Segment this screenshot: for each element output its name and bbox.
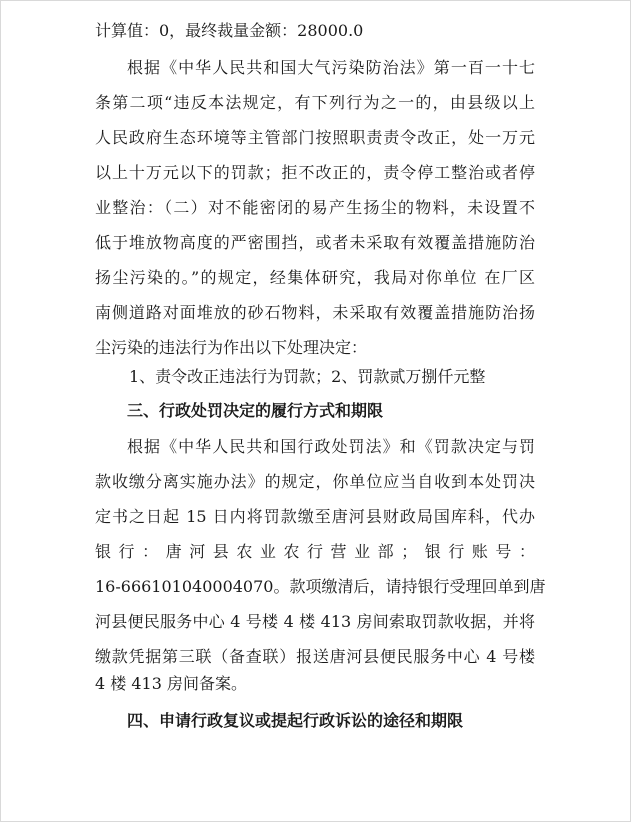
payment-paragraph-line: 4 楼 413 房间备案。 (95, 674, 247, 693)
calculation-result-line: 计算值：0，最终裁量金额：28000.0 (95, 21, 364, 40)
payment-paragraph-line: 根据《中华人民共和国行政处罚法》和《罚款决定与罚 (127, 437, 535, 456)
decision-line: 1、责令改正违法行为罚款；2、罚款贰万捌仟元整 (129, 367, 486, 386)
basis-paragraph-line: 扬尘污染的。”的规定，经集体研究，我局对你单位 在厂区 (95, 268, 535, 287)
basis-paragraph-line: 低于堆放物高度的严密围挡，或者未采取有效覆盖措施防治 (95, 233, 535, 252)
payment-paragraph-line: 缴款凭据第三联（备查联）报送唐河县便民服务中心 4 号楼 (95, 647, 535, 666)
basis-paragraph-line: 以上十万元以下的罚款；拒不改正的，责令停工整治或者停 (95, 163, 535, 182)
basis-paragraph-line: 根据《中华人民共和国大气污染防治法》第一百一十七 (127, 58, 535, 77)
section-4-heading: 四、申请行政复议或提起行政诉讼的途径和期限 (127, 711, 464, 730)
payment-paragraph-line: 河县便民服务中心 4 号楼 4 楼 413 房间索取罚款收据，并将 (95, 612, 535, 631)
basis-paragraph-line: 南侧道路对面堆放的砂石物料，未采取有效覆盖措施防治扬 (95, 303, 535, 322)
payment-paragraph-line: 16-666101040004070。款项缴清后，请持银行受理回单到唐 (95, 577, 546, 596)
payment-paragraph-line: 定书之日起 15 日内将罚款缴至唐河县财政局国库科，代办 (95, 507, 535, 526)
basis-paragraph-line: 条第二项“违反本法规定，有下列行为之一的，由县级以上 (95, 93, 535, 112)
basis-paragraph-line: 人民政府生态环境等主管部门按照职责责令改正，处一万元 (95, 128, 535, 147)
basis-paragraph-line: 业整治：（二）对不能密闭的易产生扬尘的物料，未设置不 (95, 198, 535, 217)
payment-paragraph-line: 款收缴分离实施办法》的规定，你单位应当自收到本处罚决 (95, 472, 535, 491)
section-3-heading: 三、行政处罚决定的履行方式和期限 (127, 401, 384, 420)
payment-paragraph-line: 银行：唐河县农业农行营业部；银行账号： (95, 542, 535, 561)
basis-paragraph-line: 尘污染的违法行为作出以下处理决定： (95, 338, 368, 357)
